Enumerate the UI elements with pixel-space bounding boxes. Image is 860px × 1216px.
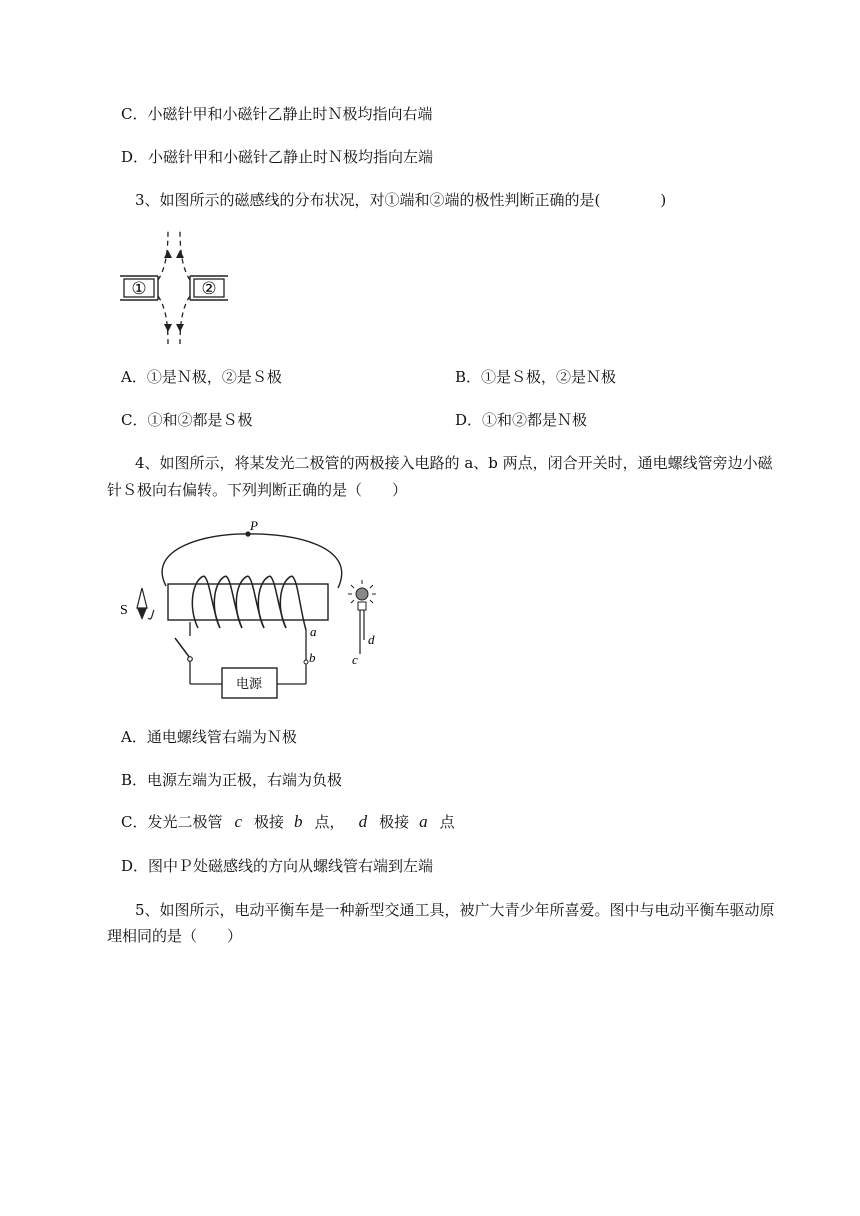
q4-label-b: b (309, 650, 316, 665)
q4-compass-needle (120, 588, 154, 620)
q4-option-b: B．电源左端为正极，右端为负极 (121, 771, 343, 789)
q5-stem-line1: 5、如图所示，电动平衡车是一种新型交通工具，被广大青少年所喜爱。图中与电动平衡车驱动原 (135, 901, 775, 919)
q4-label-a: a (310, 624, 317, 639)
q4-option-a: A．通电螺线管右端为Ｎ极 (121, 728, 297, 746)
q4-option-c-mid2: 点， (314, 813, 345, 831)
q3-option-a: A．①是Ｎ极，②是Ｓ极 (121, 368, 282, 386)
q3-right-magnet (190, 276, 228, 300)
q4-field-loop (162, 534, 342, 588)
q4-power-label: 电源 (235, 676, 263, 691)
q4-label-p: P (250, 518, 258, 533)
q4-option-c-var-d: d (358, 812, 368, 831)
q4-option-c-mid3: 极接 (379, 813, 410, 831)
q4-solenoid-circuit-figure (118, 518, 388, 704)
q4-label-d: d (368, 632, 375, 647)
q3-label-1: ① (131, 279, 147, 298)
q4-label-s: S (120, 603, 128, 618)
q3-label-2: ② (201, 279, 217, 298)
q4-option-c-var-b: b (294, 812, 303, 831)
q4-stem-line2: 针Ｓ极向右偏转。下列判断正确的是（ ） (107, 481, 408, 499)
q4-option-d: D．图中Ｐ处磁感线的方向从螺线管右端到左端 (121, 857, 434, 875)
prev-option-d: D．小磁针甲和小磁针乙静止时Ｎ极均指向左端 (121, 148, 434, 166)
q3-option-c: C．①和②都是Ｓ极 (121, 411, 253, 429)
q4-led (348, 580, 376, 667)
q3-option-d: D．①和②都是Ｎ极 (455, 411, 588, 429)
q4-switch (175, 638, 190, 658)
q4-label-c: c (352, 652, 358, 667)
q4-option-c-var-a: a (419, 812, 428, 831)
q4-option-c-mid1: 极接 (254, 813, 285, 831)
prev-option-c: C．小磁针甲和小磁针乙静止时Ｎ极均指向右端 (121, 105, 433, 123)
q4-option-c-prefix: C．发光二极管 (121, 813, 223, 831)
q3-left-magnet (120, 276, 158, 300)
q3-option-b: B．①是Ｓ极，②是Ｎ极 (455, 368, 617, 386)
q4-option-c-suffix: 点 (439, 813, 455, 831)
q4-option-c-var-c: c (234, 812, 243, 831)
q3-magnetic-field-figure (118, 228, 230, 344)
q5-stem-line2: 理相同的是（ ） (107, 927, 243, 945)
q4-option-c (121, 812, 455, 832)
q4-stem-line1: 4、如图所示，将某发光二极管的两极接入电路的 a、b 两点，闭合开关时，通电螺线管旁边小磁 (135, 454, 773, 472)
q3-stem: 3、如图所示的磁感线的分布状况，对①端和②端的极性判断正确的是( ) (135, 191, 667, 209)
